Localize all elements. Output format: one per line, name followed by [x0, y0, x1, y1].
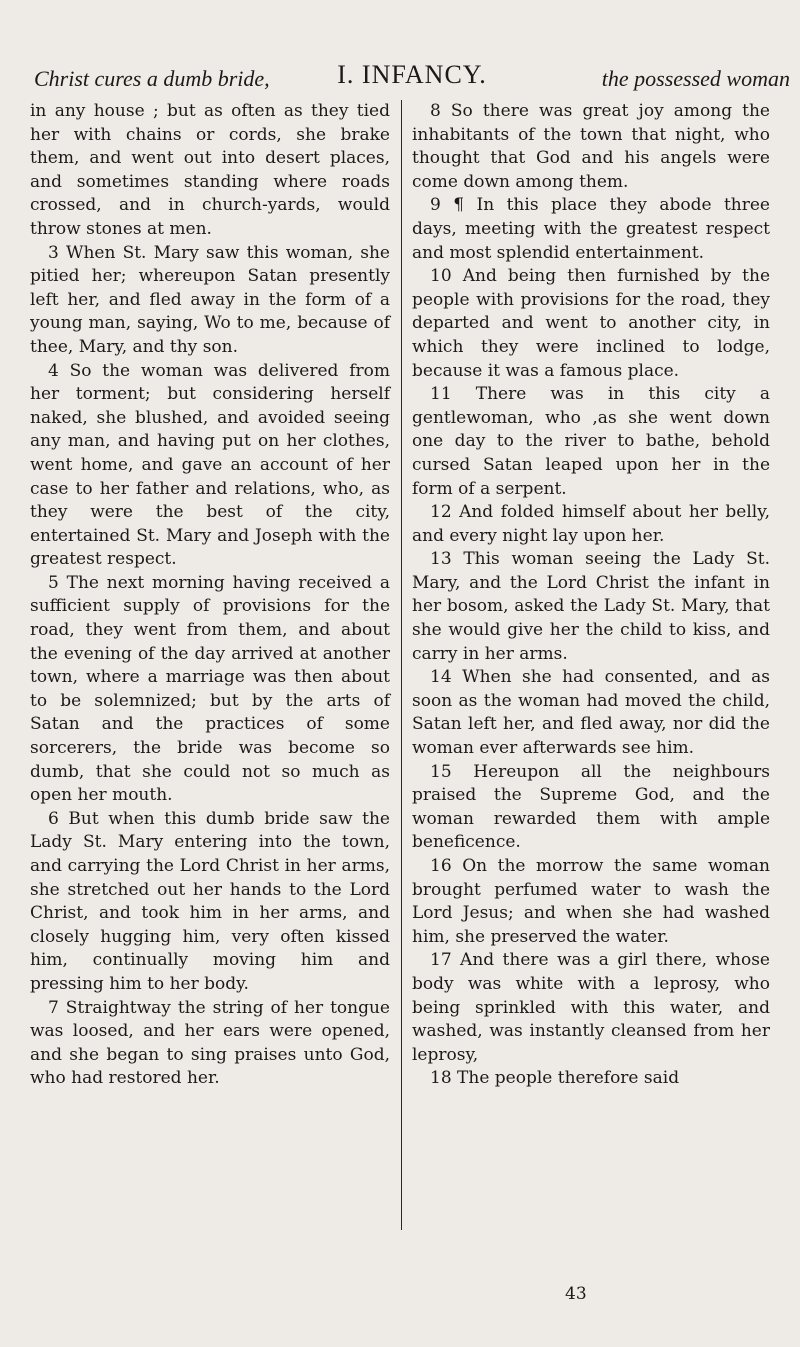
column-divider	[401, 100, 402, 1230]
verse-paragraph: 11 There was in this city a gentlewoman, who ,as she went down one day to the river to bathe, behold cursed Satan leaped upon her in the form of a serpent.	[412, 384, 770, 499]
verse-paragraph: 16 On the morrow the same woman brought perfumed water to wash the Lord Jesus; and when she had washed him, she preserved the water.	[412, 856, 770, 947]
header-left-caption: Christ cures a dumb bride,	[34, 66, 270, 91]
verse-paragraph: 17 And there was a girl there, whose body was white with a leprosy, who being sprinkled with this water, and washed, was instantly cleansed from her leprosy,	[412, 950, 770, 1065]
paragraph: in any house ; but as often as they tied her with chains or cords, she brake them, and went out into desert places, and sometimes standing where roads crossed, and in church-yards, would throw stones at men.	[30, 101, 390, 239]
running-header	[34, 60, 790, 96]
verse-paragraph: 13 This woman seeing the Lady St. Mary, and the Lord Christ the infant in her bosom, asked the Lady St. Mary, that she would give her the child to kiss, and carry in her arms.	[412, 549, 770, 664]
left-text-column	[30, 100, 390, 1091]
verse-paragraph: 4 So the woman was delivered from her torment; but considering herself naked, she blushed, and avoided seeing any man, and having put on her clothes, went home, and gave an account of her case to her father and relations, who, as they were the best of the city, entertained St. Mary and Joseph with the greatest respect.	[30, 360, 390, 570]
verse-paragraph: 8 So there was great joy among the inhabitants of the town that night, who thought that God and his angels were come down among them.	[412, 101, 770, 192]
verse-paragraph: 12 And folded himself about her belly, and every night lay upon her.	[412, 502, 770, 546]
verse-paragraph: 9 ¶ In this place they abode three days, meeting with the greatest respect and most splendid entertainment.	[412, 195, 770, 263]
verse-paragraph: 15 Hereupon all the neighbours praised the Supreme God, and the woman rewarded them with ample beneficence.	[412, 761, 770, 853]
page-number: 43	[565, 1284, 587, 1304]
verse-paragraph: 14 When she had consented, and as soon as the woman had moved the child, Satan left her, and fled away, nor did the woman ever afterwards see him.	[412, 667, 770, 759]
right-text-column	[412, 100, 770, 1091]
header-right-caption: the possessed woman	[601, 66, 790, 91]
verse-paragraph: 7 Straightway the string of her tongue was loosed, and her ears were opened, and she began to sing praises unto God, who had restored her.	[30, 997, 390, 1089]
verse-paragraph: 10 And being then furnished by the people with provisions for the road, they departed and went to another city, in which they were inclined to lodge, because it was a famous place.	[412, 266, 770, 381]
header-chapter-title: I. INFANCY.	[337, 60, 487, 89]
verse-paragraph: 18 The people therefore said	[430, 1068, 680, 1089]
verse-paragraph: 6 But when this dumb bride saw the Lady St. Mary entering into the town, and carrying the Lord Christ in her arms, she stretched out her hands to the Lord Christ, and took him in her arms, and closely hugging him, very often kissed him, continually moving him and pressing him to her body.	[30, 808, 390, 994]
verse-paragraph: 3 When St. Mary saw this woman, she pitied her; whereupon Satan presently left her, and fled away in the form of a young man, saying, Wo to me, because of thee, Mary, and thy son.	[30, 242, 390, 357]
verse-paragraph: 5 The next morning having received a sufficient supply of provisions for the road, they went from them, and about the evening of the day arrived at another town, where a marriage was then about to be solemnized; but by the arts of Satan and the practices of some sorcerers, the bride was become so dumb, that she could not so much as open her mouth.	[30, 572, 390, 806]
